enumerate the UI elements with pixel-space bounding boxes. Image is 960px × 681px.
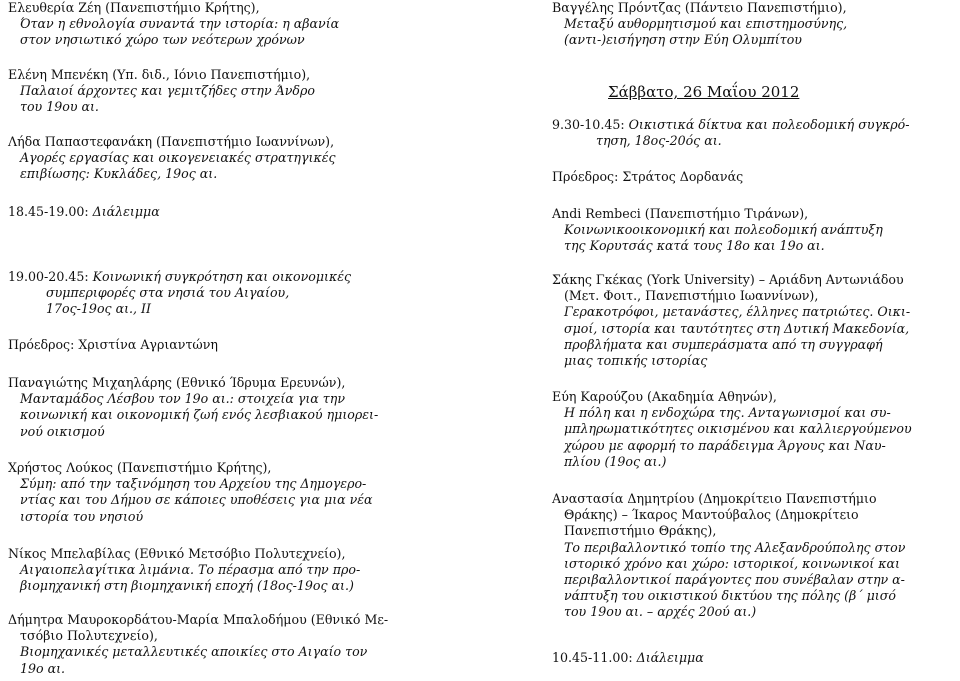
paper-title-line: περιβαλλοντικοί παράγοντες που συνέβαλαν στην α-	[564, 572, 905, 588]
session-time: 9.30-10.45:	[552, 117, 629, 132]
paper-title-line: Παλαιοί άρχοντες και γεμιτζήδες στην Άνδρο	[20, 83, 315, 99]
author-line: Ελευθερία Ζέη (Πανεπιστήμιο Κρήτης),	[8, 0, 260, 15]
paper-title-line: μιας τοπικής ιστορίας	[564, 353, 708, 369]
session-time: 19.00-20.45:	[8, 269, 93, 284]
paper-title-line: ιστορία του νησιού	[20, 508, 144, 524]
paper-title-line: (αντι-)εισήγηση στην Εύη Ολυμπίτου	[564, 32, 802, 48]
session-chair: Πρόεδρος: Στράτος Δορδανάς	[552, 169, 744, 184]
author-line: Εύη Καρούζου (Ακαδημία Αθηνών),	[552, 389, 777, 404]
paper-title-line: νάπτυξη του οικιστικού δικτύου της πόλης (β΄ μισό	[564, 588, 896, 604]
day-heading: Σάββατο, 26 Μαΐου 2012	[608, 83, 800, 101]
paper-title-line: χώρου με αφορμή το παράδειγμα Άργους και Ναυ-	[564, 437, 886, 453]
session-chair: Πρόεδρος: Χριστίνα Αγριαντώνη	[8, 337, 218, 352]
session-title-line: 17ος-19ος αι., ΙΙ	[46, 301, 151, 317]
paper-title-line: νού οικισμού	[20, 423, 105, 439]
paper-entry-loukos	[8, 460, 373, 525]
paper-title-line: Μεταξύ αυθορμητισμού και επιστημοσύνης,	[564, 16, 848, 32]
paper-title-line: του 19ου αι. – αρχές 20ού αι.)	[564, 604, 757, 620]
session-heading	[552, 117, 910, 149]
session-title-line: Κοινωνική συγκρότηση και οικονομικές	[92, 269, 352, 284]
author-line: τσόβιο Πολυτεχνείο),	[20, 628, 158, 644]
paper-title-line: ιστορικό χρόνο και χώρο: ιστορικοί, κοινωνικοί και	[564, 555, 900, 571]
paper-entry-papastefanaki	[8, 134, 336, 183]
session-heading	[8, 269, 351, 318]
author-line: Δήμητρα Μαυροκορδάτου-Μαρία Μπαλοδήμου (Εθνικό Με-	[8, 612, 389, 627]
paper-title-line: στον νησιωτικό χώρο των νεότερων χρόνων	[20, 32, 305, 48]
paper-title-line: βιομηχανική στη βιομηχανική εποχή (18ος-19ος αι.)	[20, 578, 354, 594]
paper-entry-karouzou	[552, 389, 912, 470]
session-title-line: τηση, 18ος-20ός αι.	[596, 133, 722, 149]
paper-title-line: προβλήματα και συμπεράσματα από τη συγγραφή	[564, 336, 883, 352]
author-line: Θράκης) – Ίκαρος Μαντούβαλος (Δημοκρίτειο	[564, 507, 859, 523]
paper-entry-belavilas	[8, 546, 360, 595]
paper-entry-prontzas	[552, 0, 847, 49]
author-line: Λήδα Παπαστεφανάκη (Πανεπιστήμιο Ιωαννίνων),	[8, 134, 335, 149]
paper-title-line: Γερακοτρόφοι, μετανάστες, έλληνες πατριώτες. Οικι-	[564, 304, 911, 320]
author-line: Παναγιώτης Μιχαηλάρης (Εθνικό Ίδρυμα Ερευνών),	[8, 375, 346, 390]
paper-title-line: σμοί, ιστορία και ταυτότητες στη Δυτική Μακεδονία,	[564, 320, 910, 336]
paper-title-line: Σύμη: από την ταξινόμηση του Αρχείου της Δημογερο-	[20, 476, 367, 492]
break-time: 10.45-11.00:	[552, 650, 637, 665]
paper-title-line: Μανταμάδος Λέσβου τον 19ο αι.: στοιχεία για την	[20, 391, 345, 407]
paper-title-line: κοινωνική και οικονομική ζωή ενός λεσβιακού ημιορει-	[20, 407, 379, 423]
paper-title-line: της Κορυτσάς κατά τους 18ο και 19ο αι.	[564, 238, 825, 254]
paper-title-line: Το περιβαλλοντικό τοπίο της Αλεξανδρούπολης στον	[564, 539, 906, 555]
paper-entry-gekas	[552, 272, 910, 369]
paper-title-line: πλίου (19ος αι.)	[564, 453, 667, 469]
break-label: Διάλειμμα	[92, 204, 160, 219]
paper-title-line: Κοινωνικοοικονομική και πολεοδομική ανάπτυξη	[564, 222, 883, 238]
paper-entry-zei	[8, 0, 339, 49]
paper-title-line: επιβίωσης: Κυκλάδες, 19ος αι.	[20, 166, 218, 182]
paper-entry-rembeci	[552, 206, 883, 255]
paper-entry-mavrokordatou	[8, 612, 388, 677]
paper-entry-dimitriou	[552, 491, 905, 621]
session-title-line: συμπεριφορές στα νησιά του Αιγαίου,	[46, 285, 290, 301]
paper-title-line: 19ο αι.	[20, 660, 66, 676]
author-line: Ελένη Μπενέκη (Υπ. διδ., Ιόνιο Πανεπιστήμιο),	[8, 67, 311, 82]
author-line: Πανεπιστήμιο Θράκης),	[564, 523, 717, 539]
paper-title-line: του 19ου αι.	[20, 99, 99, 115]
break-line	[8, 204, 160, 220]
author-line: Αναστασία Δημητρίου (Δημοκρίτειο Πανεπιστήμιο	[552, 491, 877, 506]
paper-title-line: Αιγαιοπελαγίτικα λιμάνια. Το πέρασμα από την προ-	[20, 562, 361, 578]
break-time: 18.45-19.00:	[8, 204, 93, 219]
author-line: Andi Rembeci (Πανεπιστήμιο Τιράνων),	[552, 206, 809, 221]
paper-title-line: Αγορές εργασίας και οικογενειακές στρατηγικές	[20, 150, 336, 166]
paper-entry-beneki	[8, 67, 315, 116]
author-line: Νίκος Μπελαβίλας (Εθνικό Μετσόβιο Πολυτεχνείο),	[8, 546, 346, 561]
author-line: Σάκης Γκέκας (York University) – Αριάδνη Αντωνιάδου	[552, 272, 904, 287]
paper-entry-michailaris	[8, 375, 378, 440]
author-line: Χρήστος Λούκος (Πανεπιστήμιο Κρήτης),	[8, 460, 272, 475]
paper-title-line: Η πόλη και η ενδοχώρα της. Ανταγωνισμοί και συ-	[564, 405, 891, 421]
author-line: Βαγγέλης Πρόντζας (Πάντειο Πανεπιστήμιο),	[552, 0, 847, 15]
paper-title-line: μπληρωματικότητες οικισμένου και καλλιεργούμενου	[564, 421, 912, 437]
paper-title-line: ντίας και του Δήμου σε κάποιες υποθέσεις για μια νέα	[20, 492, 373, 508]
session-title-line: Οικιστικά δίκτυα και πολεοδομική συγκρό-	[628, 117, 910, 132]
break-line	[552, 650, 704, 666]
paper-title-line: Όταν η εθνολογία συναντά την ιστορία: η αβανία	[20, 16, 340, 32]
paper-title-line: Βιομηχανικές μεταλλευτικές αποικίες στο Αιγαίο τον	[20, 644, 368, 660]
author-line: (Μετ. Φοιτ., Πανεπιστήμιο Ιωαννίνων),	[564, 288, 819, 304]
break-label: Διάλειμμα	[636, 650, 704, 665]
